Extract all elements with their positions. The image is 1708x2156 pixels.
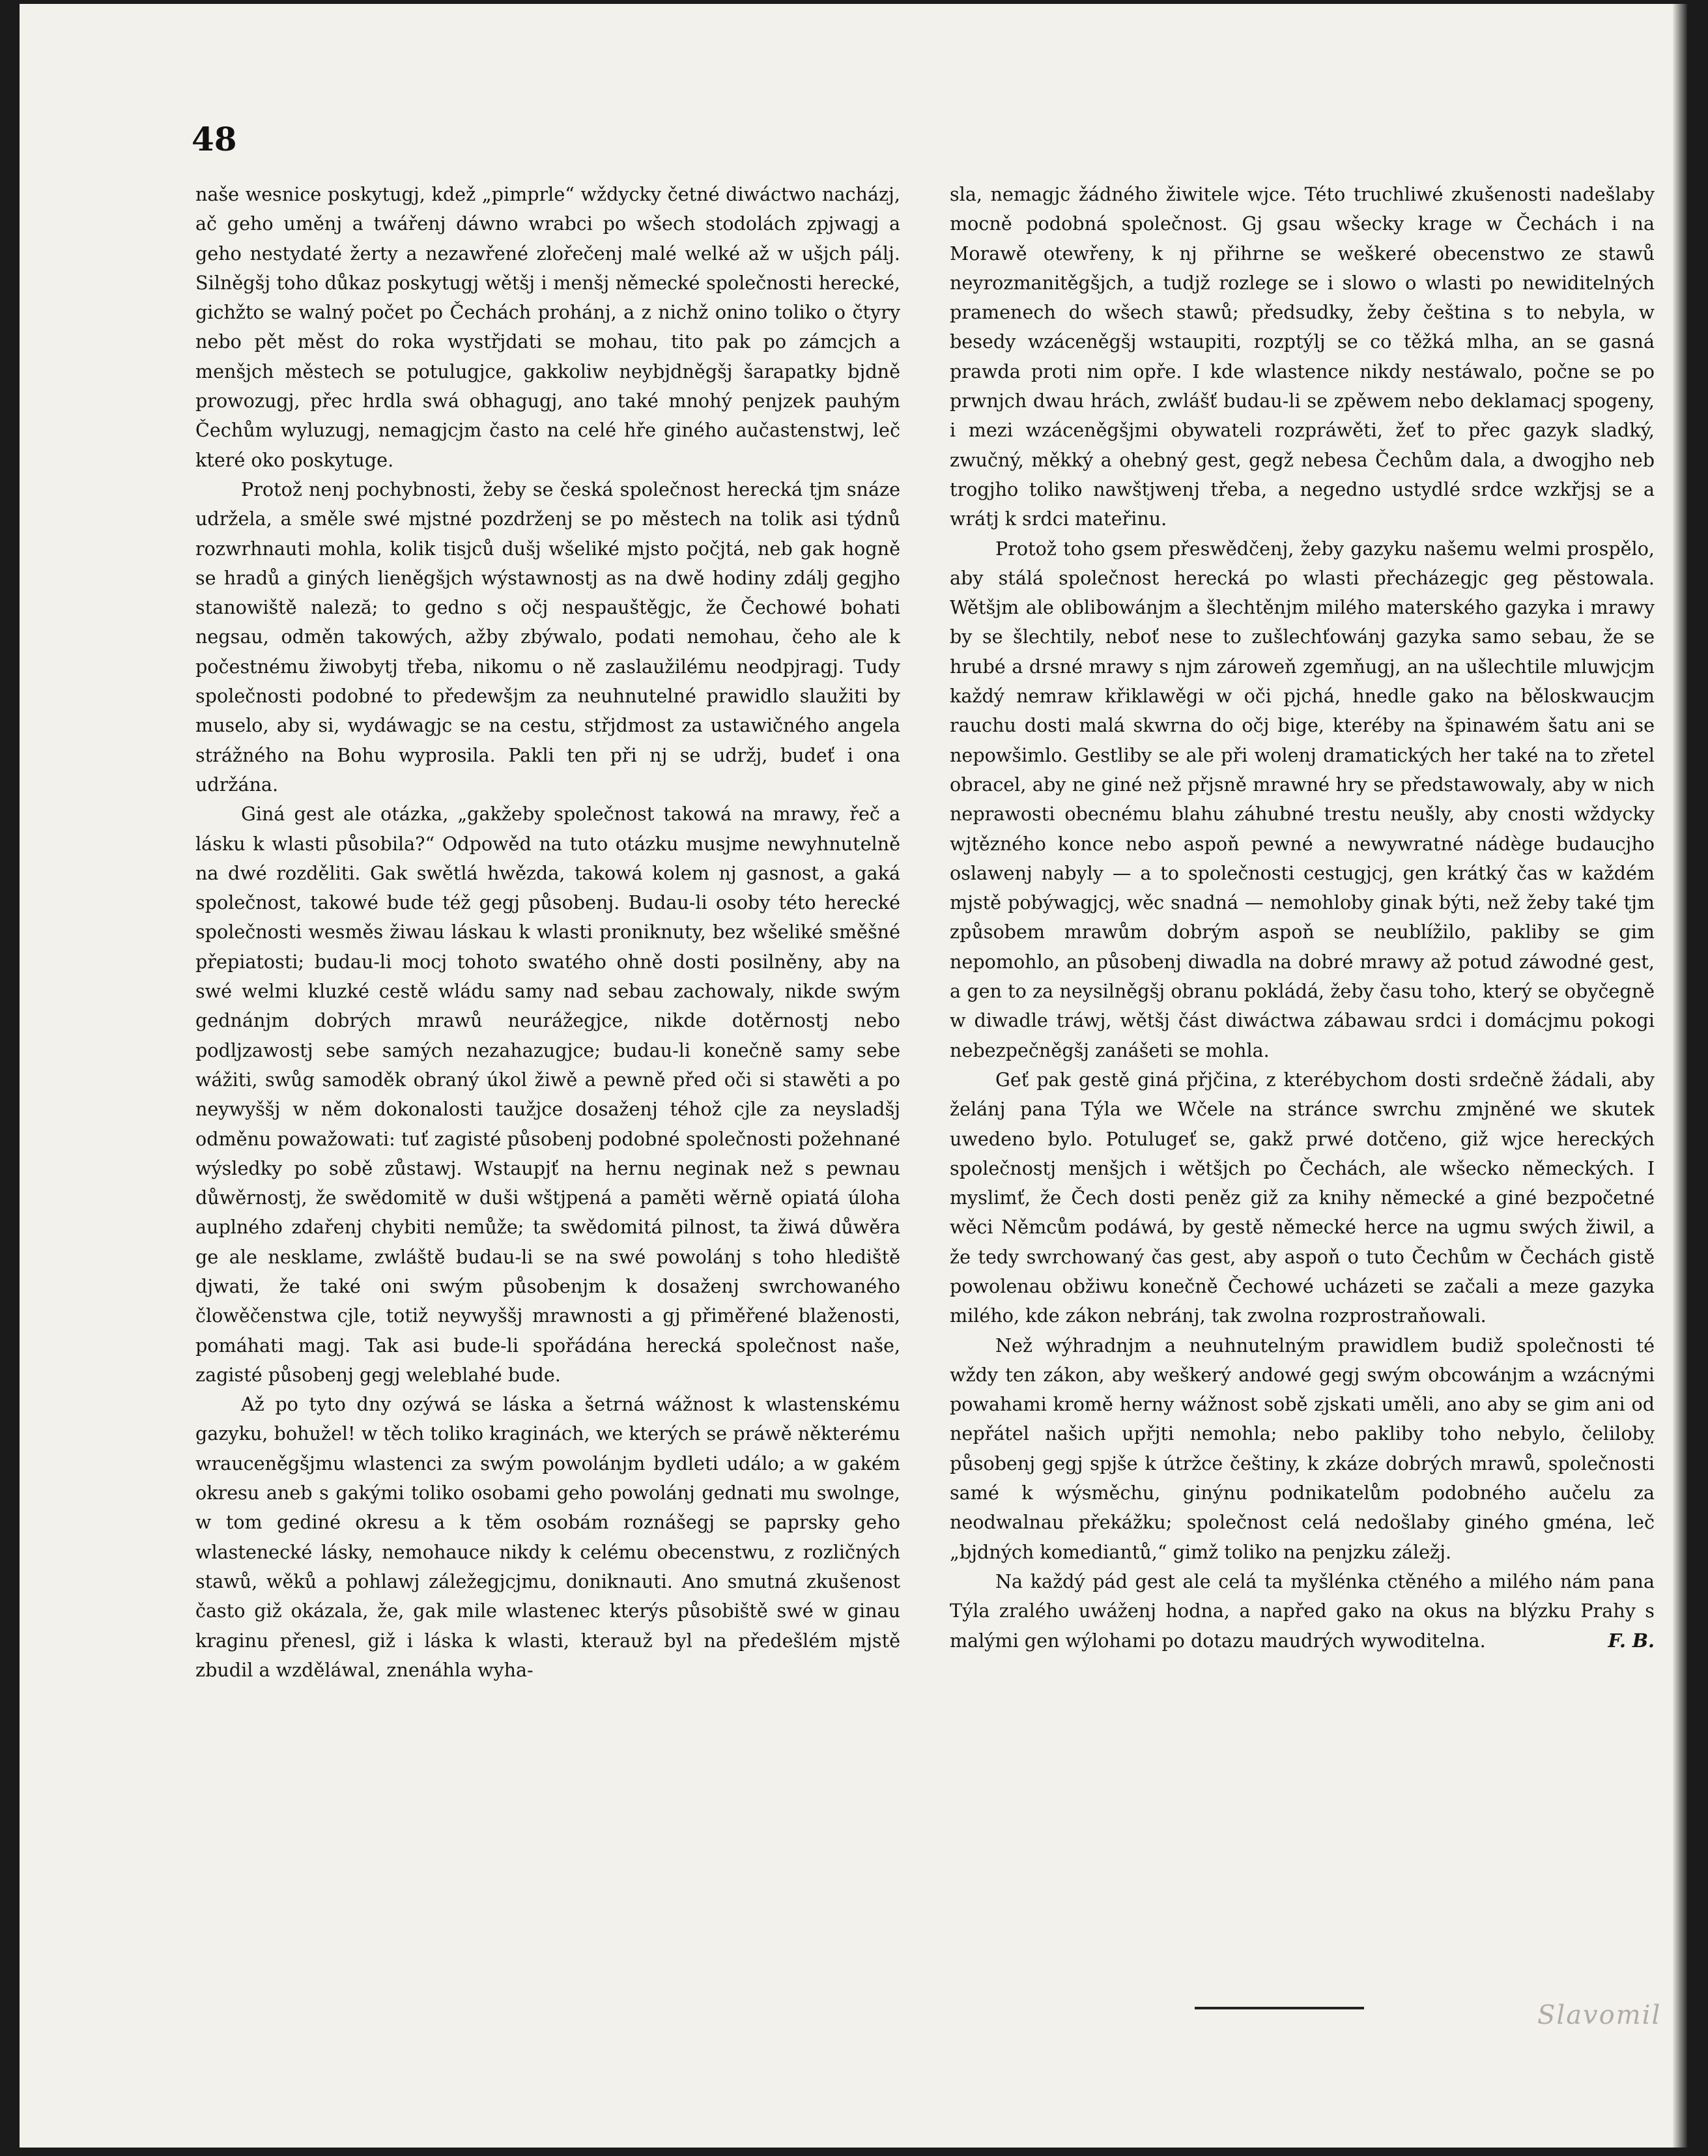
paragraph: Giná gest ale otázka, „gakžeby společnost takowá na mrawy, řeč a lásku k wlasti působila?“ Odpowěd na tuto otázku musjme newyhnutelně na dwé rozděliti. Gak swětlá hwězda, takowá kolem nj gasnost, a gaká společnost, takowé bude též gegj působenj. Budau-li osoby této herecké společnosti wesměs žiwau láskau k wlasti proniknuty, bez wšeliké směšné přepiatosti; budau-li mocj tohoto swatého ohně dosti posilněny, aby na swé welmi kluzké cestě wládu samy nad sebau zachowaly, nikde swým gednánjm dobrých mrawů neurážegjce, nikde dotěrnostj nebo podljzawostj sebe samých nezahazugjce; budau-li konečně samy sebe wážiti, swůg samoděk obraný úkol žiwě a pewně před oči si stawěti a po neywyššj w něm dokonalosti taužjce dosaženj téhož cjle za neysladšj odměnu powažowati: tuť zagisté působenj podobné společnosti požehnané wýsledky po sobě zůstawj. Wstaupjť na hernu neginak než s pewnau důwěrnostj, že swědomitě w duši wštjpená a paměti wěrně opiatá úloha auplného zdařenj chybiti nemůže; ta swědomitá pilnost, ta žiwá důwěra ge ale nesklame, zwláště budau-li se na swé powolánj s toho hlediště djwati, že také oni swým působenjm k dosaženj swrchowaného člowěčenstwa cjle, totiž neywyššj mrawnosti a gj přiměřené blaženosti, pomáhati magj. Tak asi bude-li spořádána herecká společnost naše, zagisté působenj gegj weleblahé bude. <box>195 803 900 1386</box>
author-signature: F. B. <box>1608 1629 1655 1652</box>
book-page <box>20 4 1687 2148</box>
paragraph: Než wýhradnjm a neuhnutelným prawidlem budiž společnosti té wždy ten zákon, aby weškerý andowé gegj swým obcowánjm a wzácnými powahami kromě herny wážnost sobě zjskati uměli, ano aby se gim ani od nepřátel našich upřjti nemohla; nebo pakliby toho nebylo, čelilobỵ působenj gegj spjše k útržce češtiny, k zkáze dobrých mrawů, společnosti samé k wýsměchu, ginýnu podnikatelům podobného aučelu za neodwalnau překážku; společnost celá nedošlaby giného gména, leč „bjdných komediantů,“ gimž toliko na penjzku záležj. <box>950 1334 1655 1563</box>
closing-text: Na každý pád gest ale celá ta myšlénka ctěného a milého nám pana Týla zralého uwáženj hodna, a napřed gako na okus na blýzku Prahy s malými gen wýlohami po dotazu maudrých wywoditelna. <box>950 1570 1655 1652</box>
paragraph: Geť pak gestě giná přjčina, z kterébychom dosti srdečně žádali, aby želánj pana Týla we Wčele na stránce swrchu zmjněné we skutek uwedeno bylo. Potulugeť se, gakž prwé dotčeno, giž wjce hereckých společnostj menšjch i wětšjch po Čechách, ale wšecko německých. I myslimť, že Čech dosti peněz giž za knihy německé a giné bezpočetné wěci Němcům podáwá, by gestě německé herce na ugmu swých žiwil, a že tedy swrchowaný čas gest, aby aspoň o tuto Čechům w Čechách gistě powolenau obžiwu konečně Čechowé ucházeti se začali a meze gazyka milého, kde zákon nebránj, tak zwolna rozprostraňowali. <box>950 1068 1655 1327</box>
handwritten-note: Slavomil <box>1537 2000 1662 2030</box>
paragraph: naše wesnice poskytugj, kdež „pimprle“ wždycky četné diwáctwo nacházj, ač geho uměnj a twářenj dáwno wrabci po wšech stodolách zpjwagj a geho nestydaté žerty a nezawřené zlořečenj malé welké až w ušjch pálj. Silněgšj toho důkaz poskytugj wětšj i menšj německé společnosti herecké, gichžto se walný počet po Čechách prohánj, a z nichž onino toliko o čtyry nebo pět měst do roka wystřjdati se mohau, tito pak po zámcjch a menšjch městech se potulugjce, gakkoliw neybjdněgšj šarapatky bjdně prowozugj, přec hrdla swá obhagugj, ano také mnohý penjzek pauhým Čechům wyluzugj, nemagjcjm často na celé hře giného aučastenstwj, leč které oko poskytuge. <box>195 183 900 471</box>
paragraph: Až po tyto dny ozýwá se láska a šetrná wážnost k wlastenskému gazyku, bohužel! w těch toliko kraginách, we kterých se práwě některému wrauceněgšjmu wlastenci za swým powolánjm bydleti událo; a w gakém okresu aneb s gakými toliko osobami geho powolánj gednati mu swolnge, w tom gediné okresu a k těm osobám roznášegj se paprsky geho wlastenecké lásky, nemohauce nikdy k celému obecenstwu, z rozličných stawů, wěků a pohlawj záležegjcjmu, doniknauti. Ano smutná zkušenost často giž okázala, že, gak mile wlastenec kterýs působiště swé w ginau kraginu přenesl, giž i láska k wlasti, kterauž byl na předešlém mjstě zbudil a wzděláwal, znenáhla wyha- <box>195 1393 900 1681</box>
page-edge-shadow <box>1673 4 1687 2148</box>
paragraph: Protož toho gsem přeswědčenj, žeby gazyku našemu welmi prospělo, aby stálá společnost herecká po wlasti přecházegjc geg pěstowala. Wětšjm ale oblibowánjm a šlechtěnjm milého materského gazyka i mrawy by se šlechtily, neboť nese to zušlechťowánj gazyka samo sebau, že se hrubé a drsné mrawy s njm zároweň zgemňugj, an na ušlechtile mluwjcjm každý nemraw křiklawěgi w oči pjchá, hnedle gako na běloskwaucjm rauchu dosti malá skwrna do očj bige, kteréby na špinawém šatu ani se nepowšimlo. Gestliby se ale při wolenj dramatických her také na to zřetel obracel, aby ne giné než přjsně mrawné hry se předstawowaly, aby w nich neprawosti obecnému blahu záhubné trestu neušly, aby cnosti wždycky wjtězného konce nebo aspoň pewné a newywratné nádège budaucjho oslawenj nabyly — a to společnosti cestugjcj, gen krátký čas w každém mjstě pobýwagjcj, wěc snadná — nemohloby ginak býti, než žeby také tjm způsobem mrawům dobrým aspoň se neublížilo, pakliby se gim nepomohlo, an působenj diwadla na dobré mrawy až potud záwodné gest, a gen to za neysilněgšj obranu pokládá, žeby času toho, který se obyčegně w diwadle tráwj, wětšj část diwáctwa zábawau srdci i domácjmu pokogi nebezpečněgšj zanášeti se mohla. <box>950 537 1655 1061</box>
left-column <box>195 180 900 1685</box>
paragraph: Protož nenj pochybnosti, žeby se česká společnost herecká tjm snáze udržela, a směle swé mjstné pozdrženj se po městech na tolik asi týdnů rozwrhnauti mohla, kolik tisjců dušj wšeliké mjsto počjtá, neb gak hogně se hradů a giných lieněgšjch wýstawnostj as na dwě hodiny zdálj gegjho stanowiště naleză; to gedno s očj nespauštěgjc, že Čechowé bohati negsau, odměn takowých, ažby zbýwalo, podati nemohau, čeho ale k počestnému žiwobytj třeba, nikomu o ně zaslaužilému neodpjragj. Tudy společnosti podobné to předewšjm za neuhnutelné prawidlo slaužiti by muselo, aby si, wydáwagjc se na cestu, střjdmost za ustawičného angela strážného na Bohu wyprosila. Pakli ten při nj se udržj, budeť i ona udržána. <box>195 478 900 796</box>
right-column <box>950 180 1655 1656</box>
closing-rule <box>1195 2007 1364 2009</box>
closing-paragraph <box>950 1567 1655 1656</box>
page-number: 48 <box>192 120 237 158</box>
paragraph: sla, nemagjc žádného žiwitele wjce. Této truchliwé zkušenosti nadešlaby mocně podobná společnost. Gj gsau wšecky krage w Čechách i na Morawě otewřeny, k nj přihrne se weškeré obecenstwo ze stawů neyrozmanitěgšjch, a tudjž rozlege se i slowo o wlasti po newiditelných pramenech do wšech stawů; předsudky, žeby čeština s to nebyla, w besedy wzáceněgšj wstaupiti, rozptýlj se co těžká mlha, an se gasná prawda proti nim opře. I kde wlastence nikdy nestáwalo, počne se po prwnjch dwau hrách, zwlášť budau-li se zpěwem nebo deklamacj spogeny, i mezi wzáceněgšjmi obywateli rozpráwěti, žeť to přec gazyk sladký, zwučný, měkký a ohebný gest, gegž nebesa Čechům dala, a dwogjho neb trogjho toliko nawštjwenj třeba, a negedno ustydlé srdce wzkřjsj se a wrátj k srdci mateřinu. <box>950 183 1655 530</box>
